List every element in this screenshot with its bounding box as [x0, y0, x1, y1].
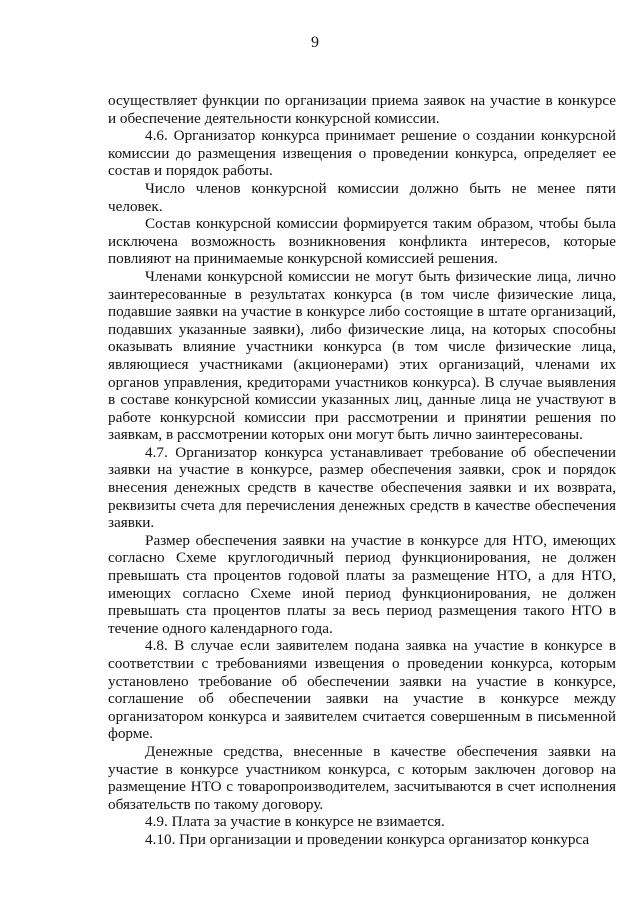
document-body	[108, 92, 616, 849]
paragraph: 4.7. Организатор конкурса устанавливает требование об обеспечении заявки на участие в конкурсе, размер обеспечения заявки, срок и порядок внесения денежных средств в качестве обеспечения заявки и их возврата, реквизиты счета для перечисления денежных средств в качестве обеспечения заявки.	[108, 443, 616, 532]
paragraph: 4.8. В случае если заявителем подана заявка на участие в конкурсе в соответствии с требованиями извещения о проведении конкурса, которым установлено требование об обеспечении заявки на участие в конкурсе, соглашение об обеспечении заявки на участие в конкурсе между организатором конкурса и заявителем считается совершенным в письменной форме.	[108, 637, 616, 743]
page-number: 9	[311, 34, 319, 51]
paragraph: 4.10. При организации и проведении конкурса организатор конкурса	[145, 830, 590, 848]
paragraph: 4.9. Плата за участие в конкурсе не взимается.	[145, 813, 445, 831]
paragraph: Денежные средства, внесенные в качестве обеспечения заявки на участие в конкурсе участником конкурса, с которым заключен договор на размещение НТО с товаропроизводителем, засчитываются в счет исполнения обязательств по такому договору.	[108, 742, 616, 813]
paragraph: Размер обеспечения заявки на участие в конкурсе для НТО, имеющих согласно Схеме круглогодичный период функционирования, не должен превышать ста процентов годовой платы за размещение НТО, а для НТО, имеющих согласно Схеме иной период функционирования, не должен превышать ста процентов платы за весь период размещения такого НТО в течение одного календарного года.	[108, 531, 616, 637]
paragraph: Число членов конкурсной комиссии должно быть не менее пяти человек.	[108, 179, 616, 215]
paragraph: 4.6. Организатор конкурса принимает решение о создании конкурсной комиссии до размещения извещения о проведении конкурса, определяет ее состав и порядок работы.	[108, 127, 616, 180]
paragraph: Состав конкурсной комиссии формируется таким образом, чтобы была исключена возможность возникновения конфликта интересов, которые повлияют на принимаемые конкурсной комиссией решения.	[108, 215, 616, 268]
paragraph: Членами конкурсной комиссии не могут быть физические лица, лично заинтересованные в результатах конкурса (в том числе физические лица, подавшие заявки на участие в конкурсе либо состоящие в штате организаций, подавших указанные заявки), либо физические лица, на которых способны оказывать влияние участники конкурса (в том числе физические лица, являющиеся участниками (акционерами) этих организаций, членами их органов управления, кредиторами участников конкурса). В случае выявления в составе конкурсной комиссии указанных лиц, данные лица не участвуют в работе конкурсной комиссии при рассмотрении и принятии решения по заявкам, в рассмотрении которых они могут быть лично заинтересованы.	[108, 267, 616, 444]
paragraph: осуществляет функции по организации приема заявок на участие в конкурсе и обеспечение деятельности конкурсной комиссии.	[108, 92, 616, 127]
